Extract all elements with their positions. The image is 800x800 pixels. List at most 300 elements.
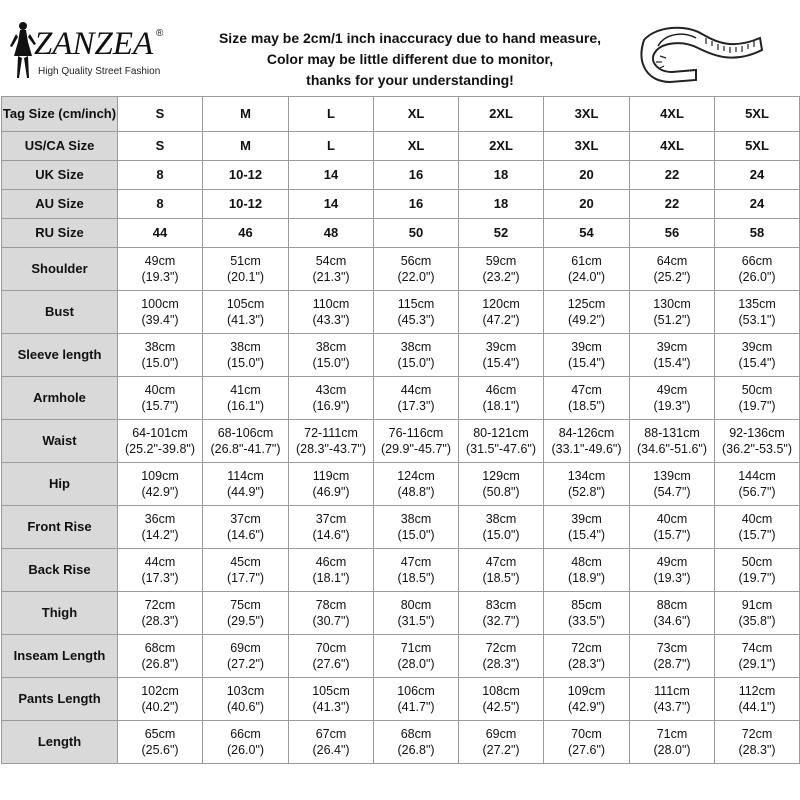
inch-value: (44.1") (738, 700, 776, 714)
inch-value: (15.4") (567, 528, 606, 542)
cm-value: 46cm (315, 555, 347, 569)
measurement-cell (374, 506, 459, 549)
inch-value: (16.1") (226, 399, 265, 413)
measurement-cell (715, 377, 800, 420)
cm-value: 129cm (482, 469, 520, 483)
measurement-cell (459, 678, 544, 721)
inch-value: (42.9") (567, 700, 606, 714)
size-cell: 48 (289, 219, 374, 248)
cm-value: 64cm (656, 254, 688, 268)
inch-value: (19.3") (141, 270, 179, 284)
inch-value: (47.2") (482, 313, 520, 327)
size-cell: 5XL (715, 97, 800, 132)
inch-value: (36.2"-53.5") (721, 442, 793, 456)
inch-value: (31.5"-47.6") (465, 442, 537, 456)
measurement-cell (544, 248, 630, 291)
measurement-row (2, 377, 800, 420)
measurement-cell (289, 506, 374, 549)
cm-value: 67cm (315, 727, 347, 741)
measurement-cell (630, 506, 715, 549)
measurement-cell (289, 549, 374, 592)
measurement-cell (544, 463, 630, 506)
inch-value: (18.9") (567, 571, 606, 585)
inch-value: (28.3") (567, 657, 606, 671)
measurement-cell (118, 506, 203, 549)
inch-value: (33.5") (567, 614, 606, 628)
size-cell: L (289, 97, 374, 132)
measurement-cell (715, 678, 800, 721)
measurement-cell (459, 248, 544, 291)
measurement-cell (630, 549, 715, 592)
size-cell: 24 (715, 190, 800, 219)
measurement-row (2, 721, 800, 764)
inch-value: (17.3") (141, 571, 179, 585)
cm-value: 39cm (571, 512, 602, 526)
inch-value: (29.5") (226, 614, 265, 628)
inch-value: (15.0") (141, 356, 179, 370)
measurement-cell (118, 420, 203, 463)
cm-value: 66cm (230, 727, 261, 741)
measurement-row (2, 506, 800, 549)
row-label: Thigh (2, 592, 118, 635)
size-cell: 22 (630, 161, 715, 190)
cm-value: 56cm (400, 254, 432, 268)
row-label: Pants Length (2, 678, 118, 721)
size-cell: 8 (118, 190, 203, 219)
cm-value: 74cm (741, 641, 773, 655)
cm-value: 130cm (653, 297, 691, 311)
inch-value: (44.9") (226, 485, 265, 499)
brand-logo (6, 20, 176, 90)
measurement-cell (459, 506, 544, 549)
size-cell: 2XL (459, 132, 544, 161)
measurement-cell (118, 549, 203, 592)
cm-value: 134cm (567, 469, 606, 483)
inch-value: (24.0") (567, 270, 606, 284)
inch-value: (14.6") (312, 528, 350, 542)
size-cell: 10-12 (203, 161, 289, 190)
measurement-cell (630, 377, 715, 420)
inch-value: (22.0") (397, 270, 435, 284)
inch-value: (26.4") (312, 743, 350, 757)
measurement-cell (459, 463, 544, 506)
measurement-cell (203, 420, 289, 463)
inch-value: (15.7") (141, 399, 179, 413)
inch-value: (27.6") (567, 743, 606, 757)
row-label: UK Size (2, 161, 118, 190)
cm-value: 48cm (571, 555, 602, 569)
size-cell: 14 (289, 161, 374, 190)
inch-value: (48.8") (397, 485, 435, 499)
inch-value: (51.2") (653, 313, 691, 327)
cm-value: 61cm (571, 254, 602, 268)
measurement-cell (203, 549, 289, 592)
size-cell: 2XL (459, 97, 544, 132)
measurement-cell (203, 506, 289, 549)
cm-value: 43cm (315, 383, 347, 397)
measurement-cell (374, 678, 459, 721)
inch-value: (15.0") (482, 528, 520, 542)
measurement-cell (630, 463, 715, 506)
measurement-row (2, 592, 800, 635)
measurement-row (2, 635, 800, 678)
inch-value: (15.0") (397, 528, 435, 542)
cm-value: 39cm (571, 340, 602, 354)
row-label: Waist (2, 420, 118, 463)
inch-value: (17.7") (226, 571, 265, 585)
size-cell: 10-12 (203, 190, 289, 219)
inch-value: (29.9"-45.7") (380, 442, 452, 456)
inch-value: (45.3") (397, 313, 435, 327)
inch-value: (26.0") (738, 270, 776, 284)
size-cell: 16 (374, 190, 459, 219)
inch-value: (46.9") (312, 485, 350, 499)
measurement-cell (289, 592, 374, 635)
size-cell: 18 (459, 190, 544, 219)
measurement-cell (203, 721, 289, 764)
cm-value: 44cm (144, 555, 176, 569)
measurement-cell (374, 592, 459, 635)
row-label: RU Size (2, 219, 118, 248)
inch-value: (42.5") (482, 700, 520, 714)
cm-value: 47cm (485, 555, 517, 569)
measurement-cell (118, 377, 203, 420)
measurement-cell (374, 377, 459, 420)
row-label: Inseam Length (2, 635, 118, 678)
inch-value: (26.8"-41.7") (210, 442, 281, 456)
measurement-cell (459, 377, 544, 420)
cm-value: 70cm (315, 641, 347, 655)
measurement-row (2, 549, 800, 592)
inch-value: (28.0") (653, 743, 691, 757)
measurement-cell (630, 334, 715, 377)
brand-name: ZANZEA (34, 26, 154, 62)
measurement-cell (715, 291, 800, 334)
cm-value: 64-101cm (132, 426, 188, 440)
size-cell: S (118, 132, 203, 161)
size-cell: 56 (630, 219, 715, 248)
measurement-cell (544, 377, 630, 420)
size-cell: 22 (630, 190, 715, 219)
measurement-rows (2, 248, 800, 764)
inch-value: (28.7") (653, 657, 691, 671)
measurement-cell (544, 291, 630, 334)
notice-line: thanks for your understanding! (306, 72, 514, 88)
measurement-cell (203, 291, 289, 334)
measurement-cell (289, 248, 374, 291)
cm-value: 124cm (397, 469, 435, 483)
inch-value: (18.1") (312, 571, 350, 585)
inch-value: (15.4") (738, 356, 776, 370)
cm-value: 114cm (227, 469, 264, 483)
cm-value: 111cm (654, 684, 690, 698)
size-cell: M (203, 132, 289, 161)
inch-value: (15.4") (482, 356, 520, 370)
measurement-cell (544, 592, 630, 635)
size-cell: 52 (459, 219, 544, 248)
cm-value: 47cm (571, 383, 602, 397)
inch-value: (34.6"-51.6") (636, 442, 708, 456)
measurement-cell (374, 420, 459, 463)
row-label: Shoulder (2, 248, 118, 291)
cm-value: 78cm (315, 598, 347, 612)
inch-value: (15.4") (567, 356, 606, 370)
size-row (2, 219, 800, 248)
cm-value: 38cm (315, 340, 347, 354)
inch-value: (35.8") (738, 614, 776, 628)
measurement-cell (289, 678, 374, 721)
inch-value: (19.3") (653, 571, 691, 585)
brand-tagline: High Quality Street Fashion (38, 66, 161, 77)
cm-value: 54cm (315, 254, 347, 268)
size-cell: 8 (118, 161, 203, 190)
size-cell: 58 (715, 219, 800, 248)
inch-value: (18.5") (397, 571, 435, 585)
inch-value: (53.1") (738, 313, 776, 327)
inch-value: (40.6") (226, 700, 265, 714)
measurement-cell (203, 463, 289, 506)
measurement-cell (289, 635, 374, 678)
cm-value: 44cm (400, 383, 432, 397)
size-cell: 20 (544, 190, 630, 219)
cm-value: 76-116cm (388, 426, 444, 440)
size-cell: 46 (203, 219, 289, 248)
cm-value: 103cm (226, 684, 265, 698)
cm-value: 106cm (397, 684, 435, 698)
measurement-cell (289, 420, 374, 463)
size-cell: 5XL (715, 132, 800, 161)
cm-value: 105cm (226, 297, 265, 311)
inch-value: (21.3") (312, 270, 350, 284)
measurement-cell (630, 635, 715, 678)
cm-value: 70cm (571, 727, 602, 741)
cm-value: 100cm (141, 297, 179, 311)
cm-value: 40cm (144, 383, 176, 397)
row-label: Sleeve length (2, 334, 118, 377)
inch-value: (28.3") (482, 657, 520, 671)
measurement-cell (203, 248, 289, 291)
row-label: Armhole (2, 377, 118, 420)
cm-value: 47cm (400, 555, 432, 569)
size-cell: 4XL (630, 97, 715, 132)
measuring-tape-icon (636, 20, 766, 92)
size-rows (2, 97, 800, 248)
cm-value: 84-126cm (558, 426, 615, 440)
cm-value: 39cm (656, 340, 688, 354)
inch-value: (32.7") (482, 614, 520, 628)
cm-value: 125cm (567, 297, 606, 311)
inch-value: (28.3"-43.7") (295, 442, 367, 456)
size-cell: 14 (289, 190, 374, 219)
cm-value: 80cm (400, 598, 432, 612)
measurement-cell (374, 463, 459, 506)
measurement-cell (374, 291, 459, 334)
row-label: Front Rise (2, 506, 118, 549)
cm-value: 110cm (312, 297, 350, 311)
cm-value: 109cm (141, 469, 179, 483)
cm-value: 37cm (230, 512, 261, 526)
inch-value: (56.7") (738, 485, 776, 499)
inch-value: (25.6") (141, 743, 179, 757)
cm-value: 83cm (485, 598, 517, 612)
cm-value: 40cm (741, 512, 773, 526)
measurement-cell (203, 377, 289, 420)
row-label: Hip (2, 463, 118, 506)
inch-value: (43.3") (312, 313, 350, 327)
measurement-cell (374, 721, 459, 764)
inch-value: (20.1") (226, 270, 265, 284)
inch-value: (15.0") (312, 356, 350, 370)
measurement-cell (715, 506, 800, 549)
measurement-row (2, 334, 800, 377)
cm-value: 88cm (656, 598, 688, 612)
cm-value: 36cm (144, 512, 176, 526)
measurement-cell (715, 334, 800, 377)
measurement-cell (544, 635, 630, 678)
measurement-cell (374, 635, 459, 678)
cm-value: 66cm (741, 254, 773, 268)
cm-value: 139cm (653, 469, 691, 483)
measurement-cell (203, 334, 289, 377)
inch-value: (28.3") (141, 614, 179, 628)
measurement-cell (715, 549, 800, 592)
cm-value: 40cm (656, 512, 688, 526)
inch-value: (18.1") (482, 399, 520, 413)
chart-header (0, 0, 800, 96)
inch-value: (19.3") (653, 399, 691, 413)
cm-value: 72cm (485, 641, 517, 655)
inch-value: (15.7") (653, 528, 691, 542)
cm-value: 85cm (571, 598, 602, 612)
size-chart-table (1, 96, 800, 764)
measurement-cell (118, 248, 203, 291)
inch-value: (54.7") (653, 485, 691, 499)
inch-value: (28.0") (397, 657, 435, 671)
cm-value: 49cm (656, 383, 688, 397)
cm-value: 75cm (230, 598, 261, 612)
measurement-cell (459, 592, 544, 635)
inch-value: (33.1"-49.6") (551, 442, 622, 456)
inch-value: (49.2") (567, 313, 606, 327)
measurement-cell (459, 291, 544, 334)
cm-value: 37cm (315, 512, 347, 526)
inch-value: (14.6") (226, 528, 265, 542)
inch-value: (43.7") (653, 700, 691, 714)
size-cell: 3XL (544, 132, 630, 161)
measurement-cell (544, 420, 630, 463)
measurement-row (2, 291, 800, 334)
cm-value: 105cm (312, 684, 350, 698)
measurement-cell (459, 721, 544, 764)
measurement-cell (289, 721, 374, 764)
inch-value: (27.2") (482, 743, 520, 757)
measurement-cell (118, 291, 203, 334)
cm-value: 119cm (312, 469, 350, 483)
cm-value: 112cm (738, 684, 776, 698)
inch-value: (52.8") (567, 485, 606, 499)
measurement-cell (459, 334, 544, 377)
measurement-row (2, 420, 800, 463)
row-label: Tag Size (cm/inch) (2, 97, 118, 132)
measurement-cell (203, 678, 289, 721)
cm-value: 68cm (144, 641, 176, 655)
cm-value: 46cm (485, 383, 517, 397)
inch-value: (26.8") (141, 657, 179, 671)
cm-value: 120cm (482, 297, 520, 311)
size-cell: 16 (374, 161, 459, 190)
row-label: AU Size (2, 190, 118, 219)
measurement-cell (118, 678, 203, 721)
cm-value: 115cm (397, 297, 435, 311)
inch-value: (31.5") (397, 614, 435, 628)
cm-value: 50cm (741, 383, 773, 397)
measurement-cell (289, 334, 374, 377)
inch-value: (25.2"-39.8") (124, 442, 196, 456)
measurement-cell (118, 334, 203, 377)
size-cell: 44 (118, 219, 203, 248)
measurement-cell (715, 420, 800, 463)
inch-value: (26.0") (226, 743, 265, 757)
cm-value: 91cm (741, 598, 773, 612)
inch-value: (41.3") (312, 700, 350, 714)
size-cell: 20 (544, 161, 630, 190)
cm-value: 71cm (656, 727, 688, 741)
inch-value: (28.3") (738, 743, 776, 757)
measurement-cell (630, 721, 715, 764)
cm-value: 92-136cm (729, 426, 785, 440)
measurement-cell (459, 635, 544, 678)
cm-value: 144cm (738, 469, 776, 483)
measurement-row (2, 248, 800, 291)
inch-value: (18.5") (567, 399, 606, 413)
measurement-cell (544, 334, 630, 377)
inch-value: (18.5") (482, 571, 520, 585)
measurement-cell (459, 549, 544, 592)
cm-value: 49cm (144, 254, 176, 268)
inch-value: (27.2") (226, 657, 265, 671)
size-cell: 50 (374, 219, 459, 248)
measurement-cell (544, 678, 630, 721)
cm-value: 38cm (400, 340, 432, 354)
measurement-cell (630, 248, 715, 291)
inch-value: (26.8") (397, 743, 435, 757)
inch-value: (14.2") (141, 528, 179, 542)
cm-value: 59cm (485, 254, 517, 268)
cm-value: 72cm (571, 641, 602, 655)
size-cell: 24 (715, 161, 800, 190)
row-label: Back Rise (2, 549, 118, 592)
measurement-cell (118, 635, 203, 678)
size-cell: 18 (459, 161, 544, 190)
cm-value: 108cm (482, 684, 520, 698)
size-cell: L (289, 132, 374, 161)
measurement-cell (715, 721, 800, 764)
size-cell: 54 (544, 219, 630, 248)
inch-value: (27.6") (312, 657, 350, 671)
measurement-cell (289, 291, 374, 334)
cm-value: 109cm (567, 684, 606, 698)
notice-line: Size may be 2cm/1 inch inaccuracy due to hand measure, (218, 30, 602, 46)
cm-value: 68-106cm (217, 426, 274, 440)
size-cell: 4XL (630, 132, 715, 161)
measurement-cell (544, 721, 630, 764)
cm-value: 135cm (738, 297, 776, 311)
cm-value: 38cm (400, 512, 432, 526)
measurement-cell (630, 420, 715, 463)
cm-value: 38cm (144, 340, 176, 354)
inch-value: (39.4") (141, 313, 179, 327)
size-cell: XL (374, 97, 459, 132)
